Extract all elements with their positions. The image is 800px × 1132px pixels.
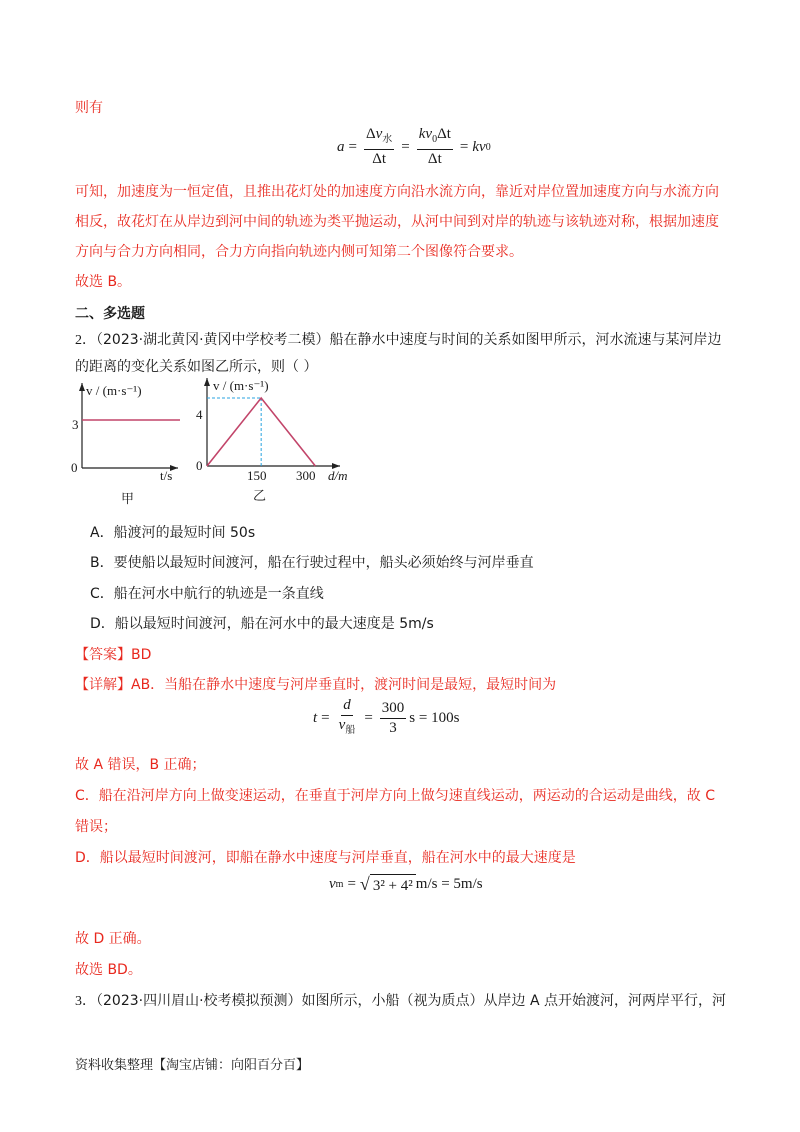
chart-yi-ytick: 4 — [196, 407, 203, 422]
answer-value: BD — [131, 647, 152, 663]
acceleration-formula: a = $\frac{\Delta v_水}{\Delta t}$ = $\frac{kv_0\Delta t}{\Delta t}$ = kv 0 — [337, 126, 491, 167]
max-speed-formula: v m = √ 3² + 4² m/s = 5m/s — [329, 874, 483, 894]
time-formula: t = $\frac{d}{v_船}$ = $\frac{300}{3}$ s = 100s — [313, 697, 460, 736]
explanation-line: 可知，加速度为一恒定值，且推出花灯处的加速度方向沿水流方向，靠近对岸位置加速度方向与水流方向 — [75, 184, 719, 200]
question-number: 2． — [75, 333, 96, 348]
question3-line: 3．（2023·四川眉山·校考模拟预测）如图所示，小船（视为质点）从岸边 A 点开始渡河，河两岸平行，河 — [75, 993, 727, 1009]
option-b: B．要使船以最短时间渡河，船在行驶过程中，船头必须始终与河岸垂直 — [90, 555, 534, 571]
detail-line: 故选 BD。 — [75, 962, 142, 978]
detail-line: 【详解】AB．当船在静水中速度与河岸垂直时，渡河时间是最短，最短时间为 — [75, 677, 557, 693]
explanation-line: 方向与合力方向相同，合力方向指向轨迹内侧可知第二个图像符合要求。 — [75, 244, 523, 260]
chart-yi-caption: 乙 — [253, 488, 267, 503]
chart-yi-y-arrow — [204, 378, 210, 386]
chart-jia-origin: 0 — [71, 460, 78, 475]
option-d: D．船以最短时间渡河，船在河水中的最大速度是 5m/s — [90, 616, 434, 632]
chart-jia-svg — [0, 0, 800, 520]
option-c: C．船在河水中航行的轨迹是一条直线 — [90, 586, 324, 602]
detail-line: 错误； — [75, 819, 117, 835]
chart-jia-ylabel: v / (m·s⁻¹) — [86, 383, 142, 398]
detail-line: 故 A 错误，B 正确； — [75, 757, 206, 773]
chart-yi-origin: 0 — [196, 458, 203, 473]
question2-line: 的距离的变化关系如图乙所示，则（ ） — [75, 359, 318, 375]
question2-line: 2．（2023·湖北黄冈·黄冈中学校考二模）船在静水中速度与时间的关系如图甲所示，河水流速与某河岸边 — [75, 332, 722, 348]
intro-text: 则有 — [75, 100, 103, 116]
answer-label: 【答案】 — [75, 647, 131, 663]
answer-line — [75, 645, 151, 665]
chart-jia-ytick: 3 — [72, 417, 79, 432]
chart-jia-y-arrow — [79, 383, 85, 391]
question-number: 3． — [75, 994, 96, 1009]
explanation-line: 相反，故花灯在从岸边到河中间的轨迹为类平抛运动，从河中间到对岸的轨迹与该轨迹对称，根据加速度 — [75, 214, 719, 230]
detail-line: 故 D 正确。 — [75, 931, 151, 947]
explanation-line: 故选 B。 — [75, 274, 132, 290]
chart-yi-xtick: 150 — [247, 468, 267, 483]
chart-jia-xlabel: t/s — [160, 468, 173, 483]
option-a: A．船渡河的最短时间 50s — [90, 525, 256, 541]
footer-text: 资料收集整理【淘宝店铺：向阳百分百】 — [75, 1058, 310, 1073]
chart-jia-caption: 甲 — [121, 491, 135, 506]
detail-label: 【详解】 — [75, 677, 131, 693]
detail-line: D．船以最短时间渡河，即船在静水中速度与河岸垂直，船在河水中的最大速度是 — [75, 850, 576, 866]
chart-yi-ylabel: v / (m·s⁻¹) — [213, 378, 269, 393]
chart-yi-xtick: 300 — [296, 468, 316, 483]
detail-line: C．船在沿河岸方向上做变速运动，在垂直于河岸方向上做匀速直线运动，两运动的合运动是曲线，故 C — [75, 788, 715, 804]
section-title: 二、多选题 — [75, 306, 145, 322]
chart-yi-xlabel: d/m — [328, 468, 348, 483]
